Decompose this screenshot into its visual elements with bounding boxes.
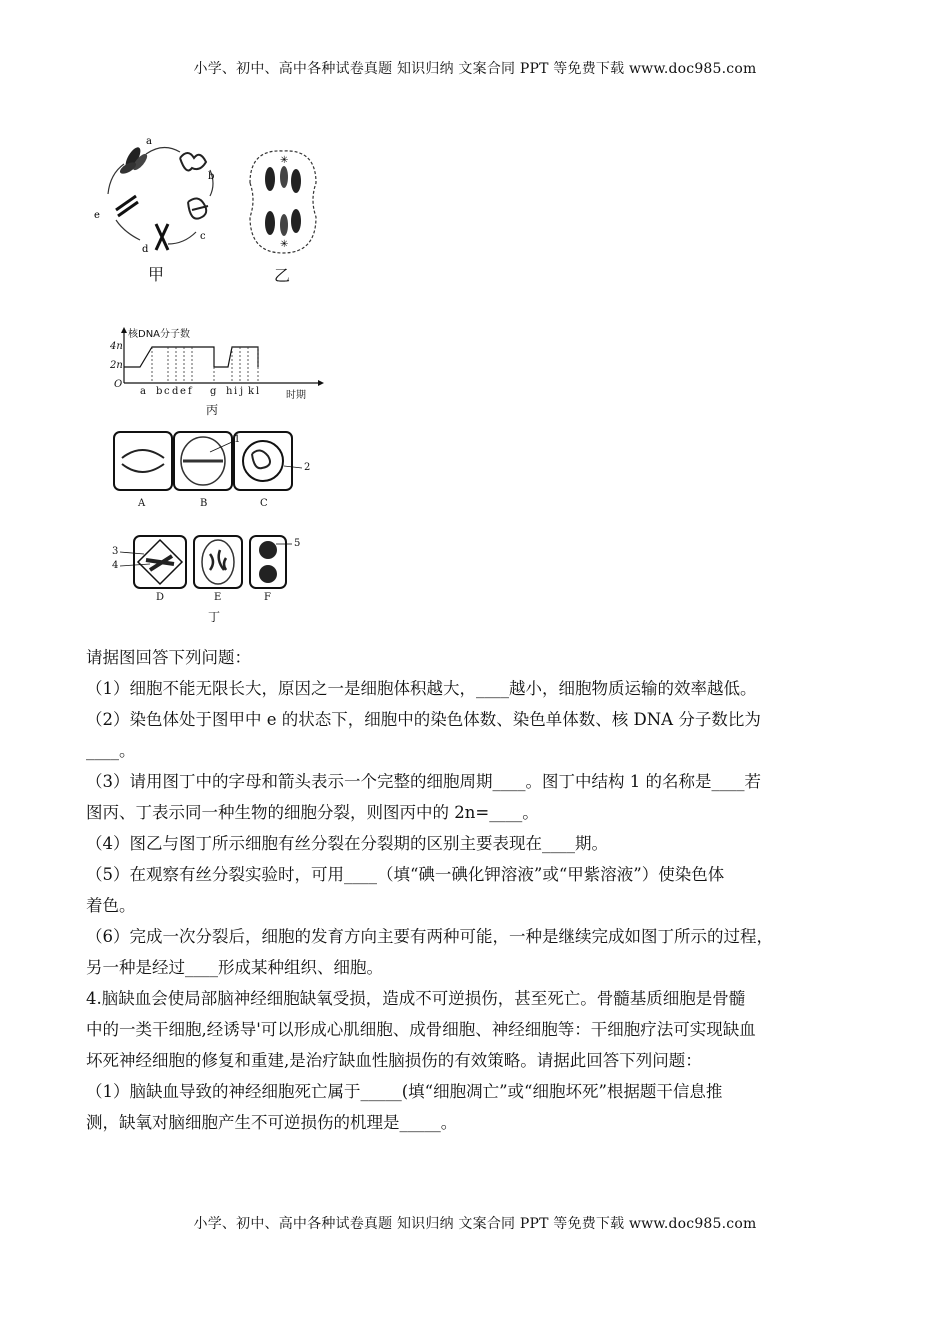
chart-xtick-e: e	[180, 386, 186, 397]
q6-line-b: 另一种是经过____形成某种组织、细胞。	[86, 958, 383, 977]
chart-ylabel: 核DNA分子数	[128, 329, 191, 340]
p4-q1-line-a: （1）脑缺血导致的神经细胞死亡属于_____(填“细胞凋亡”或“细胞坏死”根据题干信息推	[86, 1082, 723, 1101]
cell-E-label: E	[214, 592, 222, 603]
q6-line-a: （6）完成一次分裂后，细胞的发育方向主要有两种可能，一种是继续完成如图丁所示的过程，	[86, 927, 773, 946]
chart-xtick-f: f	[188, 386, 192, 397]
q2-line-b: ____。	[86, 741, 136, 760]
cell-F-label: F	[264, 592, 271, 603]
figure-yi-label: 乙	[274, 266, 291, 285]
stage-c-label: c	[200, 231, 206, 242]
figure-ding	[110, 430, 330, 630]
cell-B-label: B	[200, 498, 208, 509]
marker-3: 3	[112, 546, 119, 557]
chart-xtick-a: a	[140, 386, 146, 397]
marker-1: 1	[234, 434, 241, 445]
p4-line-c: 坏死神经细胞的修复和重建,是治疗缺血性脑损伤的有效策略。请据此回答下列问题：	[86, 1051, 702, 1070]
chart-xtick-g: g	[210, 386, 217, 397]
p4-q1-line-b: 测，缺氧对脑细胞产生不可逆损伤的机理是_____。	[86, 1113, 458, 1132]
p4-line-a: 4.脑缺血会使局部脑神经细胞缺氧受损，造成不可逆损伤，甚至死亡。骨髓基质细胞是骨髓	[86, 989, 746, 1008]
page-header: 小学、初中、高中各种试卷真题 知识归纳 文案合同 PPT 等免费下载 www.doc985.com	[193, 61, 757, 77]
cell-C-label: C	[260, 498, 268, 509]
cell-A-label: A	[138, 498, 146, 509]
chart-xtick-l: l	[256, 386, 260, 397]
question-text	[86, 642, 866, 1138]
marker-5: 5	[294, 538, 301, 549]
q1-line: （1）细胞不能无限长大，原因之一是细胞体积越大，____越小，细胞物质运输的效率越低。	[86, 679, 757, 698]
q3-line-a: （3）请用图丁中的字母和箭头表示一个完整的细胞周期____。图丁中结构 1 的名称是____若	[86, 772, 761, 791]
chart-xlabel: 时期	[286, 390, 306, 401]
figure-jia-label: 甲	[148, 265, 165, 284]
chart-xtick-i: i	[234, 386, 238, 397]
chart-ytick-2n: 2n	[110, 360, 123, 371]
chart-xtick-d: d	[172, 386, 179, 397]
cell-D-label: D	[156, 592, 165, 603]
q2-line-a: （2）染色体处于图甲中 e 的状态下，细胞中的染色体数、染色单体数、核 DNA 分子数比为	[86, 710, 761, 729]
marker-2: 2	[304, 462, 311, 473]
chart-xtick-k: k	[248, 386, 255, 397]
chart-ytick-4n: 4n	[110, 341, 123, 352]
p4-line-b: 中的一类干细胞,经诱导'可以形成心肌细胞、成骨细胞、神经细胞等：干细胞疗法可实现缺血	[86, 1020, 756, 1039]
q5-line-a: （5）在观察有丝分裂实验时，可用____（填“碘一碘化钾溶液”或“甲紫溶液”）使染色体	[86, 865, 725, 884]
figure-yi	[238, 145, 328, 285]
page-footer: 小学、初中、高中各种试卷真题 知识归纳 文案合同 PPT 等免费下载 www.doc985.com	[193, 1216, 757, 1232]
chart-origin: O	[114, 379, 123, 390]
division-stages-diagram	[110, 430, 330, 602]
q3-line-b: 图丙、丁表示同一种生物的细胞分裂，则图丙中的 2n=____。	[86, 803, 539, 822]
stage-d-label: d	[142, 244, 149, 255]
q4-line: （4）图乙与图丁所示细胞有丝分裂在分裂期的区别主要表现在____期。	[86, 834, 608, 853]
figure-jia	[88, 132, 238, 287]
chart-xtick-h: h	[226, 386, 233, 397]
figure-bing	[110, 325, 350, 420]
stage-b-label: b	[208, 171, 215, 182]
marker-4: 4	[112, 560, 119, 571]
svg-text:✳: ✳	[280, 239, 289, 250]
chart-xtick-j: j	[240, 386, 244, 397]
stage-e-label: e	[94, 210, 100, 221]
chart-xtick-c: c	[164, 386, 170, 397]
intro-line: 请据图回答下列问题：	[86, 648, 251, 667]
chart-xtick-b: b	[156, 386, 163, 397]
svg-text:✳: ✳	[280, 155, 289, 166]
figure-ding-label: 丁	[208, 610, 221, 624]
stage-a-label: a	[146, 136, 152, 147]
q5-line-b: 着色。	[86, 896, 136, 915]
figure-bing-label: 丙	[206, 403, 219, 417]
dividing-cell-diagram	[238, 145, 328, 260]
